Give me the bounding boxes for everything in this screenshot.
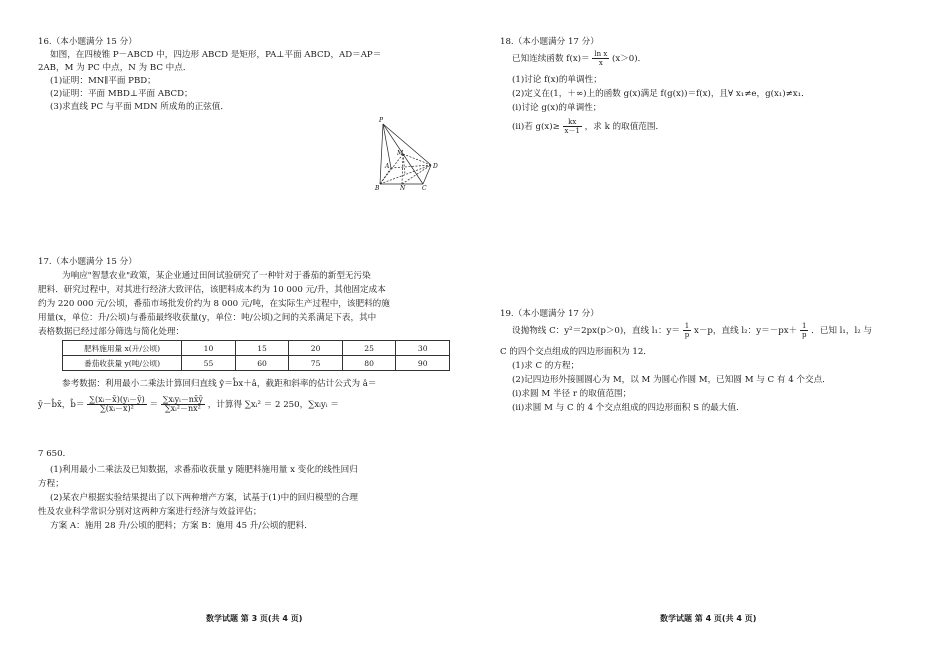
fraction-numerator: ∑(xᵢ－x̄)(yᵢ－ȳ) <box>89 395 145 404</box>
q17-line: 约为 220 000 元/公顷，番茄市场批发价约为 8 000 元/吨，在实际生产过程中，该肥料的施 <box>38 299 390 309</box>
q19-part: (1)求 C 的方程； <box>512 361 580 371</box>
pyramid-figure <box>373 112 453 192</box>
q17-part: (2)某农户根据实验结果提出了以下两种增产方案，试基于(1)中的回归模型的合理 <box>50 493 358 503</box>
label-M: M <box>397 150 404 157</box>
formula-text: (ⅱ)若 g(x)≥ <box>512 122 560 132</box>
q17-line: 肥料．研究过程中，对其进行经济大致评估，该肥料成本约为 10 000 元/升，其他固定成本 <box>38 285 386 295</box>
q16-part: (2)证明：平面 MBD⊥平面 ABCD； <box>50 89 193 99</box>
q19-title: 19.（本小题满分 17 分） <box>500 309 599 319</box>
inequality-fraction <box>563 118 582 135</box>
label-A: A <box>385 163 390 170</box>
slope-fraction-2 <box>161 396 205 413</box>
fraction-numerator: 1 <box>800 322 808 331</box>
q17-line: 为响应"智慧农业"政策，某企业通过田间试验研究了一种针对于番茄的新型无污染 <box>62 271 371 281</box>
q16-part: (1)证明：MN∥平面 PBD； <box>50 76 156 86</box>
fraction-denominator: p <box>801 331 807 339</box>
formula-text: x－p，直线 l₂：y＝－px＋ <box>693 326 798 336</box>
fraction-numerator: ln x <box>594 50 608 58</box>
q19-line: C 的四个交点组成的四边形面积为 12． <box>500 347 652 357</box>
q18-part <box>500 118 664 135</box>
table-cell: 80 <box>342 356 396 371</box>
q16-title: 16.（本小题满分 15 分） <box>38 37 137 47</box>
fraction-numerator: kx <box>563 118 582 127</box>
q16-line: 2AB，M 为 PC 中点，N 为 BC 中点． <box>38 63 192 73</box>
q18-part: (1)讨论 f(x)的单调性； <box>512 75 602 85</box>
formula-text: ．已知 l₁，l₂ 与 <box>811 326 872 336</box>
q17-part: 方程； <box>38 479 64 489</box>
q19-part: (ⅱ)求圆 M 与 C 的 4 个交点组成的四边形面积 S 的最大值． <box>512 403 745 413</box>
q18-part: (2)定义在(1，＋∞)上的函数 g(x)满足 f(g(x))＝f(x)，且∀ x₁≠e，g(x₁)≠x₁． <box>512 89 810 99</box>
fraction-denominator: ∑xᵢ²－nx̄² <box>164 404 201 413</box>
q16-line: 如图，在四棱锥 P－ABCD 中，四边形 ABCD 是矩形，PA⊥平面 ABCD，AD＝AP＝ <box>50 50 382 60</box>
slope-fraction-1 <box>87 396 146 413</box>
fraction-numerator: 1 <box>683 322 691 331</box>
q18-line <box>500 50 646 67</box>
q19-line <box>500 322 872 339</box>
formula-text: ＝ <box>149 400 159 410</box>
formula-text: ȳ－b̂x̄，b̂＝ <box>38 400 85 410</box>
table-row <box>63 341 450 356</box>
q17-part: 性及农业科学常识分别对这两种方案进行经济与效益评估； <box>38 507 262 517</box>
fraction-numerator: ∑xᵢyᵢ－nx̄ȳ <box>162 395 203 404</box>
line2-fraction <box>800 322 808 339</box>
table-cell: 90 <box>396 356 450 371</box>
fraction-denominator: ∑(xᵢ－x̄)² <box>100 404 134 413</box>
label-P: P <box>379 117 384 124</box>
q19-part: (ⅰ)求圆 M 半径 r 的取值范围； <box>512 389 632 399</box>
formula-text: ，计算得 ∑xᵢ² ＝ 2 250，∑xᵢyᵢ ＝ <box>207 400 339 410</box>
q16-part: (3)求直线 PC 与平面 MDN 所成角的正弦值． <box>50 102 229 112</box>
footer-page-4: 数学试题 第 4 页(共 4 页) <box>660 614 757 623</box>
q17-reference-line: 7 650． <box>38 449 72 459</box>
q17-line: 表格数据已经过部分筛选与简化处理： <box>38 327 185 337</box>
label-C: C <box>422 185 427 192</box>
q17-formula-line <box>38 396 339 413</box>
label-D: D <box>433 163 438 170</box>
label-B: B <box>375 185 380 192</box>
table-cell: 10 <box>182 341 236 356</box>
q18-part: (ⅰ)讨论 g(x)的单调性； <box>512 103 602 113</box>
q17-part: 方案 A：施用 28 升/公顷的肥料；方案 B：施用 45 升/公顷的肥料． <box>50 521 313 531</box>
fertilizer-yield-table <box>62 340 450 371</box>
formula-text: (x＞0)． <box>612 54 647 64</box>
q17-reference-line: 参考数据：利用最小二乘法计算回归直线 ŷ＝b̂x＋â，截距和斜率的估计公式为 â＝ <box>62 379 377 389</box>
table-header-cell: 肥料施用量 x(升/公顷) <box>63 341 182 356</box>
table-cell: 60 <box>235 356 289 371</box>
fraction-denominator: x <box>598 59 603 67</box>
table-cell: 20 <box>289 341 343 356</box>
q17-title: 17.（本小题满分 15 分） <box>38 257 137 267</box>
table-cell: 75 <box>289 356 343 371</box>
table-header-cell: 番茄收获量 y(吨/公顷) <box>63 356 182 371</box>
formula-text: 已知连续函数 f(x)＝ <box>512 54 590 64</box>
table-cell: 25 <box>342 341 396 356</box>
table-cell: 15 <box>235 341 289 356</box>
q19-part: (2)记四边形外接圆圆心为 M，以 M 为圆心作圆 M，已知圆 M 与 C 有 4 个交点． <box>512 375 831 385</box>
label-N: N <box>400 185 406 192</box>
q17-part: (1)利用最小二乘法及已知数据，求番茄收获量 y 随肥料施用量 x 变化的线性回归 <box>50 465 358 475</box>
formula-text: 设抛物线 C：y²＝2px(p＞0)，直线 l₁：y＝ <box>512 326 681 336</box>
table-cell: 30 <box>396 341 450 356</box>
fraction-denominator: p <box>684 331 690 339</box>
table-cell: 55 <box>182 356 236 371</box>
q17-line: 用量(x，单位：升/公顷)与番茄最终收获量(y，单位：吨/公顷)之间的关系满足下表，其中 <box>38 313 377 323</box>
line1-fraction <box>683 322 691 339</box>
fraction-denominator: x－1 <box>564 127 580 135</box>
footer-page-3: 数学试题 第 3 页(共 4 页) <box>206 614 303 623</box>
function-fraction <box>592 50 609 67</box>
table-row <box>63 356 450 371</box>
q18-title: 18.（本小题满分 17 分） <box>500 37 599 47</box>
formula-text: ，求 k 的取值范围． <box>584 122 665 132</box>
